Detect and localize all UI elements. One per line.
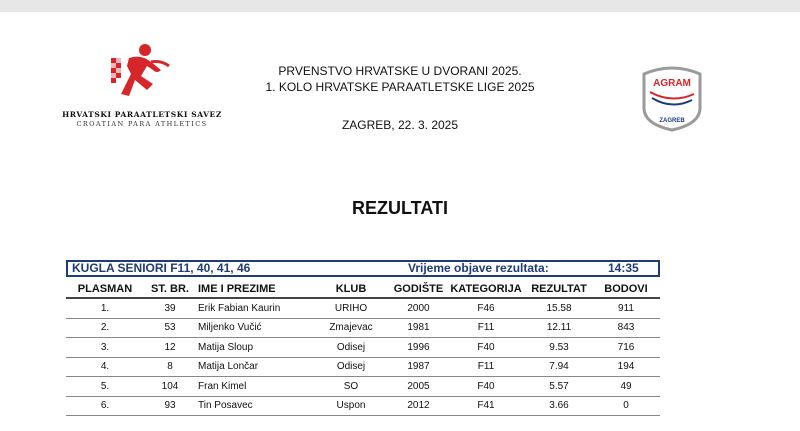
cell-rezultat: 9.53: [526, 338, 592, 358]
org-name: HRVATSKI PARAATLETSKI SAVEZ: [62, 110, 222, 119]
cell-godiste: 1996: [391, 338, 446, 358]
cell-rezultat: 15.58: [526, 298, 592, 318]
cell-kategorija: F41: [446, 396, 526, 416]
cell-kategorija: F11: [446, 318, 526, 338]
cell-rezultat: 5.57: [526, 377, 592, 397]
cell-klub: SO: [311, 377, 391, 397]
results-table: [66, 281, 660, 416]
cell-st-br: 93: [144, 396, 196, 416]
col-header-rezultat: REZULTAT: [526, 281, 592, 298]
cell-plasman: 4.: [66, 357, 144, 377]
competition-title: PRVENSTVO HRVATSKE U DVORANI 2025.: [278, 64, 522, 78]
cell-rezultat: 12.11: [526, 318, 592, 338]
table-row: [66, 396, 660, 416]
cell-st-br: 12: [144, 338, 196, 358]
table-row: [66, 298, 660, 318]
cell-klub: Uspon: [311, 396, 391, 416]
cell-kategorija: F40: [446, 338, 526, 358]
runner-logo-icon: [107, 40, 177, 104]
agram-logo-text: AGRAM: [653, 78, 691, 89]
cell-godiste: 2005: [391, 377, 446, 397]
cell-rezultat: 7.94: [526, 357, 592, 377]
event-header-box: [66, 260, 660, 277]
org-subtitle: CROATIAN PARA ATHLETICS: [76, 120, 208, 128]
cell-plasman: 3.: [66, 338, 144, 358]
col-header-kategorija: KATEGORIJA: [446, 281, 526, 298]
cell-plasman: 6.: [66, 396, 144, 416]
cell-plasman: 1.: [66, 298, 144, 318]
cell-name: Erik Fabian Kaurin: [196, 298, 311, 318]
cell-bodovi: 0: [592, 396, 660, 416]
org-logo: [62, 40, 222, 130]
col-header-klub: KLUB: [311, 281, 391, 298]
cell-st-br: 104: [144, 377, 196, 397]
agram-shield-icon: [640, 64, 704, 132]
page-title: REZULTATI: [352, 198, 448, 218]
cell-bodovi: 716: [592, 338, 660, 358]
cell-kategorija: F11: [446, 357, 526, 377]
table-row: [66, 338, 660, 358]
competition-date: ZAGREB, 22. 3. 2025: [341, 118, 459, 132]
cell-bodovi: 911: [592, 298, 660, 318]
cell-bodovi: 194: [592, 357, 660, 377]
agram-logo: [640, 64, 704, 132]
cell-plasman: 2.: [66, 318, 144, 338]
table-header-row: [66, 281, 660, 298]
cell-godiste: 1987: [391, 357, 446, 377]
cell-klub: Zmajevac: [311, 318, 391, 338]
cell-kategorija: F46: [446, 298, 526, 318]
cell-bodovi: 843: [592, 318, 660, 338]
col-header-godiste: GODIŠTE: [391, 281, 446, 298]
cell-st-br: 39: [144, 298, 196, 318]
cell-name: Matija Sloup: [196, 338, 311, 358]
event-name: KUGLA SENIORI F11, 40, 41, 46: [72, 261, 251, 275]
cell-klub: Odisej: [311, 357, 391, 377]
cell-rezultat: 3.66: [526, 396, 592, 416]
table-row: [66, 357, 660, 377]
cell-plasman: 5.: [66, 377, 144, 397]
top-bar: [0, 0, 800, 12]
cell-bodovi: 49: [592, 377, 660, 397]
col-header-bodovi: BODOVI: [592, 281, 660, 298]
cell-name: Tin Posavec: [196, 396, 311, 416]
cell-godiste: 1981: [391, 318, 446, 338]
agram-logo-city: ZAGREB: [659, 118, 685, 124]
table-row: [66, 318, 660, 338]
table-row: [66, 377, 660, 397]
cell-name: Matija Lončar: [196, 357, 311, 377]
col-header-st-br: ST. BR.: [144, 281, 196, 298]
col-header-name: IME I PREZIME: [196, 281, 311, 298]
cell-godiste: 2012: [391, 396, 446, 416]
cell-godiste: 2000: [391, 298, 446, 318]
cell-name: Miljenko Vučić: [196, 318, 311, 338]
cell-kategorija: F40: [446, 377, 526, 397]
cell-klub: Odisej: [311, 338, 391, 358]
cell-st-br: 53: [144, 318, 196, 338]
published-label: Vrijeme objave rezultata:: [408, 261, 549, 275]
competition-header: [230, 63, 570, 95]
cell-st-br: 8: [144, 357, 196, 377]
col-header-plasman: PLASMAN: [66, 281, 144, 298]
cell-name: Fran Kimel: [196, 377, 311, 397]
published-time: 14:35: [608, 261, 639, 275]
cell-klub: URIHO: [311, 298, 391, 318]
league-title: 1. KOLO HRVATSKE PARAATLETSKE LIGE 2025: [265, 80, 535, 94]
